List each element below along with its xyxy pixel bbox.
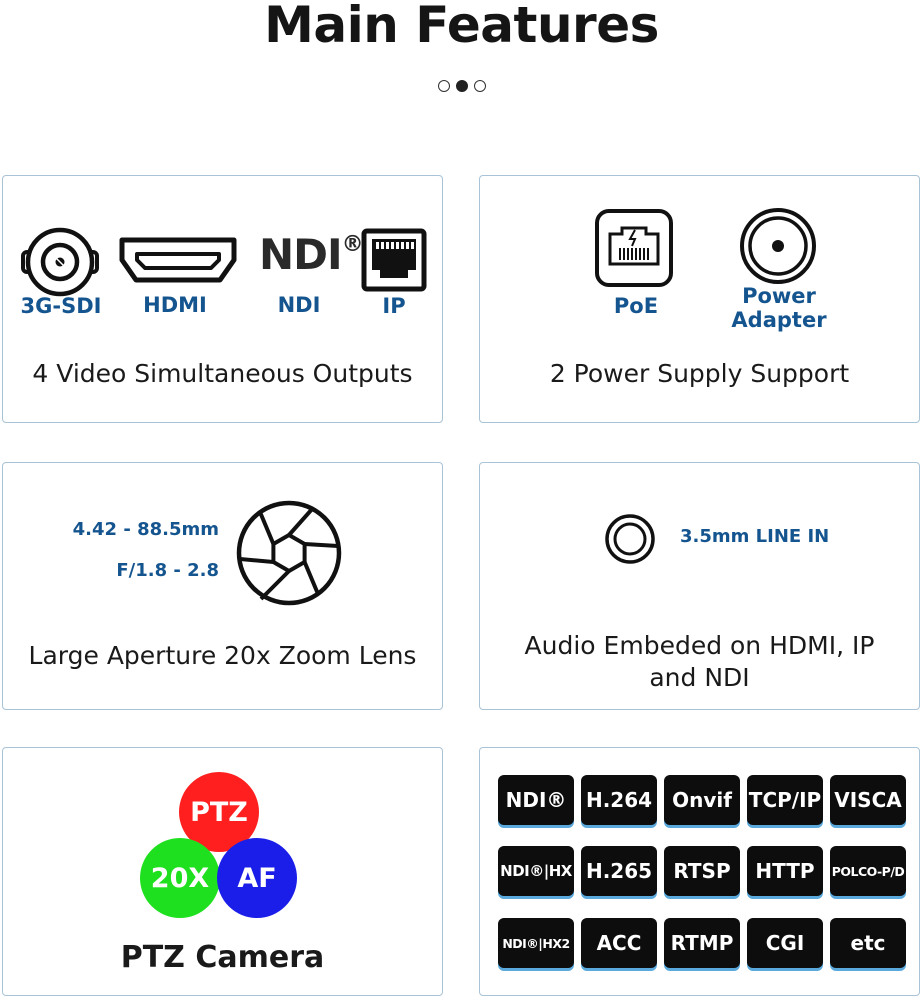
ethernet-port-icon <box>361 228 427 292</box>
line-in-label: 3.5mm LINE IN <box>680 526 830 547</box>
label-ip: IP <box>382 294 406 318</box>
protocol-badge: Onvif <box>664 775 740 825</box>
carousel-dot-3[interactable] <box>474 80 486 92</box>
feature-card-lens <box>2 462 443 710</box>
feature-card-audio <box>479 462 920 710</box>
protocol-badge: VISCA <box>830 775 906 825</box>
feature-card-protocols <box>479 747 920 996</box>
protocol-badge: RTSP <box>664 846 740 896</box>
carousel-dots <box>0 80 923 92</box>
hdmi-port-icon <box>119 236 237 284</box>
circle-20x: 20X <box>140 838 220 918</box>
protocol-badge: HTTP <box>747 846 823 896</box>
circle-af: AF <box>217 838 297 918</box>
protocol-badge: H.265 <box>581 846 657 896</box>
card-title: Large Aperture 20x Zoom Lens <box>28 641 417 670</box>
aperture-icon <box>235 499 343 607</box>
protocol-badge: RTMP <box>664 918 740 968</box>
label-ndi: NDI <box>277 293 321 317</box>
protocol-badge: CGI <box>747 918 823 968</box>
protocol-badge: POLCO-P/D <box>830 846 906 896</box>
carousel-dot-1[interactable] <box>438 80 450 92</box>
card-title: PTZ Camera <box>120 940 325 975</box>
feature-card-video-outputs <box>2 175 443 423</box>
label-hdmi: HDMI <box>143 293 207 317</box>
page-title: Main Features <box>264 0 659 54</box>
protocol-badge: TCP/IP <box>747 775 823 825</box>
feature-card-power <box>479 175 920 423</box>
label-power-adapter: Power Adapter <box>731 284 827 332</box>
protocol-badge: NDI®|HX <box>498 846 574 896</box>
protocol-badge: etc <box>830 918 906 968</box>
label-3g-sdi: 3G-SDI <box>20 294 102 318</box>
dc-power-jack-icon <box>738 206 818 286</box>
audio-jack-icon <box>604 513 656 565</box>
label-poe: PoE <box>613 294 659 318</box>
circle-ptz: PTZ <box>179 772 259 852</box>
focal-length: 4.42 - 88.5mm <box>72 519 219 540</box>
poe-port-icon <box>594 208 674 288</box>
protocol-badge: ACC <box>581 918 657 968</box>
carousel-dot-2[interactable] <box>456 80 468 92</box>
card-title: 2 Power Supply Support <box>549 359 850 388</box>
bnc-connector-icon <box>21 226 99 298</box>
protocol-badge: NDI®|HX2 <box>498 918 574 968</box>
protocol-badge: NDI® <box>498 775 574 825</box>
protocol-badge: H.264 <box>581 775 657 825</box>
ndi-logo: NDI® <box>259 230 363 279</box>
aperture-range: F/1.8 - 2.8 <box>116 560 219 581</box>
feature-card-ptz <box>2 747 443 996</box>
card-title: Audio Embeded on HDMI, IP and NDI <box>524 631 875 692</box>
card-title: 4 Video Simultaneous Outputs <box>32 359 413 388</box>
